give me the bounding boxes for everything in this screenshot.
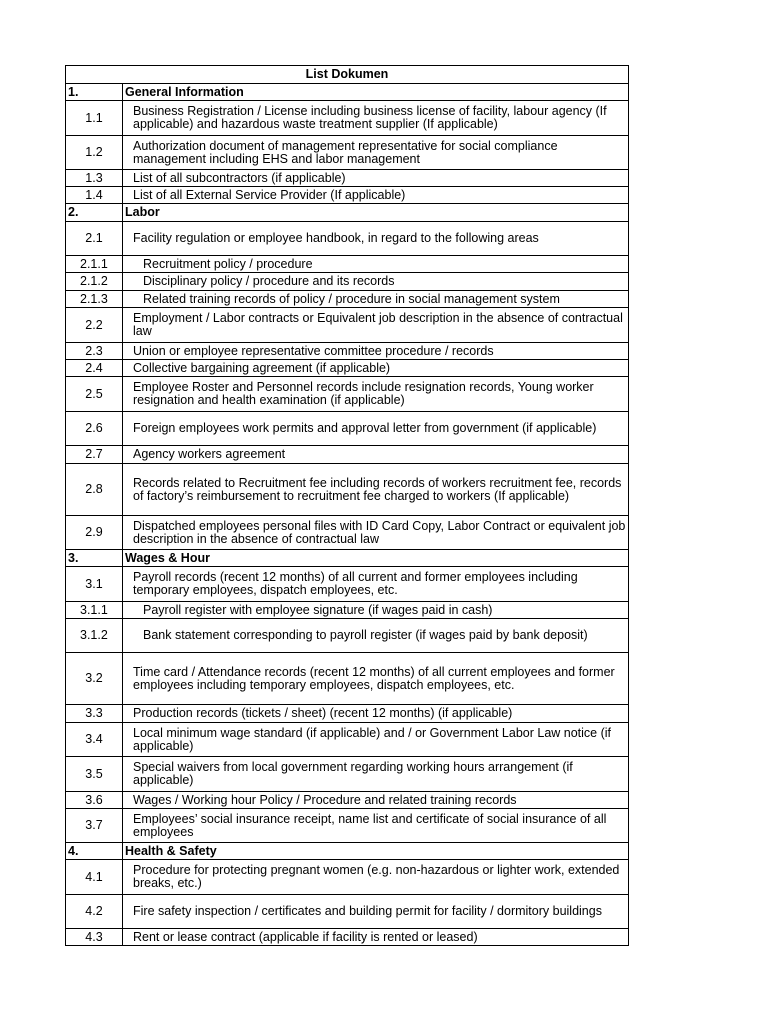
- item-number: 2.1: [66, 222, 123, 256]
- section-number: 3.: [66, 550, 123, 567]
- section-row: [66, 204, 629, 222]
- item-number: 1.1: [66, 101, 123, 136]
- page-title: List Dokumen: [66, 66, 629, 84]
- item-number: 1.2: [66, 136, 123, 170]
- section-row: [66, 843, 629, 860]
- item-description: Business Registration / License including business license of facility, labour agency (If applicable) and hazardous waste treatment supplier (If applicable): [123, 101, 629, 136]
- section-number: 4.: [66, 843, 123, 860]
- item-description: Union or employee representative committee procedure / records: [123, 343, 629, 360]
- table-row: [66, 377, 629, 412]
- item-number: 2.8: [66, 464, 123, 516]
- subitem-row: [66, 291, 629, 308]
- table-row: [66, 101, 629, 136]
- table-row: [66, 412, 629, 446]
- section-title: Wages & Hour: [123, 550, 629, 567]
- item-description: Agency workers agreement: [123, 446, 629, 464]
- table-row: [66, 757, 629, 792]
- item-number: 1.4: [66, 187, 123, 204]
- item-description: Wages / Working hour Policy / Procedure and related training records: [123, 792, 629, 809]
- item-description: Payroll records (recent 12 months) of all current and former employees including temporary employees, dispatch employees, etc.: [123, 567, 629, 602]
- item-number: 3.1: [66, 567, 123, 602]
- section-title: General Information: [123, 84, 629, 101]
- subitem-row: [66, 602, 629, 619]
- subitem-description: Recruitment policy / procedure: [123, 256, 629, 273]
- item-description: List of all External Service Provider (If applicable): [123, 187, 629, 204]
- subitem-number: 3.1.1: [66, 602, 123, 619]
- table-row: [66, 187, 629, 204]
- section-title: Health & Safety: [123, 843, 629, 860]
- item-number: 3.3: [66, 705, 123, 723]
- section-row: [66, 550, 629, 567]
- item-description: List of all subcontractors (if applicable): [123, 170, 629, 187]
- section-number: 2.: [66, 204, 123, 222]
- document-list-table: [65, 65, 629, 946]
- item-number: 2.6: [66, 412, 123, 446]
- subitem-number: 3.1.2: [66, 619, 123, 653]
- subitem-description: Bank statement corresponding to payroll register (if wages paid by bank deposit): [123, 619, 629, 653]
- item-number: 4.1: [66, 860, 123, 895]
- item-number: 4.2: [66, 895, 123, 929]
- table-row: [66, 446, 629, 464]
- subitem-number: 2.1.3: [66, 291, 123, 308]
- item-number: 3.2: [66, 653, 123, 705]
- item-number: 2.5: [66, 377, 123, 412]
- item-number: 2.9: [66, 516, 123, 550]
- table-row: [66, 792, 629, 809]
- table-body: [66, 66, 629, 946]
- item-description: Employees’ social insurance receipt, name list and certificate of social insurance of all employees: [123, 809, 629, 843]
- item-description: Dispatched employees personal files with ID Card Copy, Labor Contract or equivalent job description in the absence of contractual law: [123, 516, 629, 550]
- table-row: [66, 222, 629, 256]
- table-row: [66, 464, 629, 516]
- table-row: [66, 360, 629, 377]
- subitem-description: Disciplinary policy / procedure and its records: [123, 273, 629, 291]
- item-description: Authorization document of management representative for social compliance management including EHS and labor management: [123, 136, 629, 170]
- item-description: Foreign employees work permits and approval letter from government (if applicable): [123, 412, 629, 446]
- item-description: Fire safety inspection / certificates and building permit for facility / dormitory buildings: [123, 895, 629, 929]
- table-row: [66, 809, 629, 843]
- table-row: [66, 170, 629, 187]
- item-description: Employee Roster and Personnel records include resignation records, Young worker resignation and health examination (if applicable): [123, 377, 629, 412]
- item-number: 3.7: [66, 809, 123, 843]
- subitem-description: Payroll register with employee signature (if wages paid in cash): [123, 602, 629, 619]
- table-row: [66, 136, 629, 170]
- section-number: 1.: [66, 84, 123, 101]
- subitem-description: Related training records of policy / procedure in social management system: [123, 291, 629, 308]
- table-row: [66, 567, 629, 602]
- item-number: 2.7: [66, 446, 123, 464]
- item-description: Facility regulation or employee handbook, in regard to the following areas: [123, 222, 629, 256]
- section-row: [66, 84, 629, 101]
- item-description: Local minimum wage standard (if applicable) and / or Government Labor Law notice (if applicable): [123, 723, 629, 757]
- subitem-number: 2.1.2: [66, 273, 123, 291]
- item-number: 2.4: [66, 360, 123, 377]
- table-row: [66, 308, 629, 343]
- item-number: 4.3: [66, 929, 123, 946]
- subitem-row: [66, 273, 629, 291]
- section-title: Labor: [123, 204, 629, 222]
- title-row: [66, 66, 629, 84]
- item-description: Records related to Recruitment fee including records of workers recruitment fee, records of factory’s reimbursement to recruitment fee charged to workers (If applicable): [123, 464, 629, 516]
- subitem-row: [66, 256, 629, 273]
- table-row: [66, 653, 629, 705]
- item-description: Special waivers from local government regarding working hours arrangement (if applicable): [123, 757, 629, 792]
- item-number: 3.5: [66, 757, 123, 792]
- table-row: [66, 895, 629, 929]
- item-description: Production records (tickets / sheet) (recent 12 months) (if applicable): [123, 705, 629, 723]
- subitem-row: [66, 619, 629, 653]
- subitem-number: 2.1.1: [66, 256, 123, 273]
- item-description: Time card / Attendance records (recent 12 months) of all current employees and former employees including temporary employees, dispatch employees, etc.: [123, 653, 629, 705]
- item-description: Procedure for protecting pregnant women (e.g. non-hazardous or lighter work, extended breaks, etc.): [123, 860, 629, 895]
- table-row: [66, 705, 629, 723]
- table-row: [66, 343, 629, 360]
- item-description: Employment / Labor contracts or Equivalent job description in the absence of contractual law: [123, 308, 629, 343]
- item-number: 2.3: [66, 343, 123, 360]
- item-number: 3.4: [66, 723, 123, 757]
- table-row: [66, 929, 629, 946]
- item-description: Rent or lease contract (applicable if facility is rented or leased): [123, 929, 629, 946]
- table-row: [66, 723, 629, 757]
- item-description: Collective bargaining agreement (if applicable): [123, 360, 629, 377]
- item-number: 2.2: [66, 308, 123, 343]
- table-row: [66, 860, 629, 895]
- item-number: 3.6: [66, 792, 123, 809]
- table-row: [66, 516, 629, 550]
- item-number: 1.3: [66, 170, 123, 187]
